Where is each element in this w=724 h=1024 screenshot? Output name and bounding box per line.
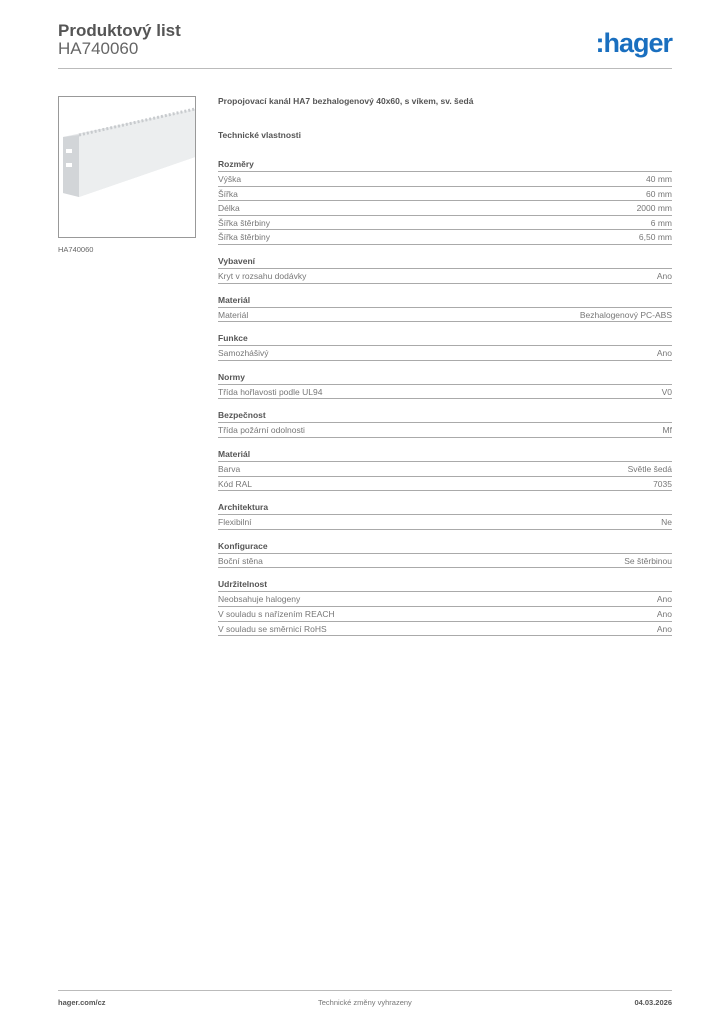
spec-value: Světle šedá	[627, 463, 672, 474]
spec-row	[218, 269, 672, 284]
section-heading: Funkce	[218, 331, 672, 346]
section-heading: Bezpečnost	[218, 408, 672, 423]
spec-value: V0	[661, 386, 672, 397]
spec-section	[218, 500, 672, 530]
product-image	[58, 96, 196, 238]
spec-label: Kód RAL	[218, 478, 253, 489]
spec-value: Bezhalogenový PC-ABS	[579, 309, 672, 320]
spec-label: Šířka štěrbiny	[218, 232, 270, 243]
spec-label: V souladu se směrnicí RoHS	[218, 623, 327, 634]
section-heading: Konfigurace	[218, 539, 672, 554]
spec-row	[218, 462, 672, 477]
spec-label: Boční stěna	[218, 555, 263, 566]
spec-label: Délka	[218, 203, 240, 214]
page-title: Produktový list	[58, 21, 181, 40]
spec-value: Ano	[656, 270, 672, 281]
spec-row	[218, 187, 672, 202]
spec-section	[218, 293, 672, 323]
spec-label: V souladu s nařízením REACH	[218, 608, 335, 619]
spec-value: Ano	[656, 623, 672, 634]
spec-label: Šířka štěrbiny	[218, 217, 270, 228]
section-heading: Rozměry	[218, 157, 672, 172]
footer-date: 04.03.2026	[634, 998, 672, 1007]
section-heading: Architektura	[218, 500, 672, 515]
spec-section	[218, 331, 672, 361]
spec-section	[218, 408, 672, 438]
spec-row	[218, 423, 672, 438]
spec-section	[218, 254, 672, 284]
spec-panel	[218, 96, 672, 645]
spec-row	[218, 308, 672, 323]
spec-row	[218, 230, 672, 245]
spec-row	[218, 515, 672, 530]
spec-value: Ano	[656, 348, 672, 359]
spec-value: Ne	[661, 517, 672, 528]
spec-label: Barva	[218, 463, 241, 474]
product-code: HA740060	[58, 39, 139, 58]
spec-value: Mf	[662, 425, 672, 436]
section-heading: Materiál	[218, 447, 672, 462]
spec-value: 6,50 mm	[638, 232, 672, 243]
spec-label: Třída hořlavosti podle UL94	[218, 386, 323, 397]
header-divider	[58, 68, 672, 69]
spec-label: Samozhášivý	[218, 348, 269, 359]
hager-logo: :hager	[595, 28, 672, 58]
spec-row	[218, 607, 672, 622]
spec-value: Ano	[656, 608, 672, 619]
spec-label: Třída požární odolnosti	[218, 425, 305, 436]
spec-label: Materiál	[218, 309, 249, 320]
section-heading: Udržitelnost	[218, 577, 672, 592]
spec-value: Ano	[656, 594, 672, 605]
spec-label: Kryt v rozsahu dodávky	[218, 270, 307, 281]
spec-row	[218, 592, 672, 607]
spec-section	[218, 539, 672, 569]
spec-row	[218, 216, 672, 231]
spec-row	[218, 385, 672, 400]
spec-row	[218, 346, 672, 361]
tech-heading: Technické vlastnosti	[218, 130, 301, 140]
spec-row	[218, 622, 672, 637]
product-title: Propojovací kanál HA7 bezhalogenový 40x60, s víkem, sv. šedá	[218, 96, 474, 106]
section-heading: Normy	[218, 370, 672, 385]
spec-label: Neobsahuje halogeny	[218, 594, 301, 605]
section-heading: Vybavení	[218, 254, 672, 269]
spec-value: 60 mm	[646, 188, 672, 199]
spec-label: Výška	[218, 174, 242, 184]
section-heading: Materiál	[218, 293, 672, 308]
footer-divider	[58, 990, 672, 991]
spec-section	[218, 447, 672, 491]
spec-row	[218, 201, 672, 216]
spec-label: Šířka	[218, 188, 238, 199]
footer-note: Technické změny vyhrazeny	[318, 998, 412, 1007]
spec-row	[218, 477, 672, 492]
spec-value: 40 mm	[646, 174, 672, 184]
spec-section	[218, 370, 672, 400]
spec-row	[218, 554, 672, 569]
spec-row	[218, 172, 672, 187]
footer-website-link[interactable]: hager.com/cz	[58, 998, 106, 1007]
spec-section	[218, 577, 672, 636]
spec-section	[218, 157, 672, 245]
spec-value: Se štěrbinou	[624, 555, 672, 566]
image-caption: HA740060	[58, 245, 94, 254]
spec-label: Flexibilní	[218, 517, 252, 528]
spec-value: 6 mm	[650, 217, 672, 228]
spec-value: 7035	[653, 478, 672, 489]
spec-value: 2000 mm	[636, 203, 672, 214]
